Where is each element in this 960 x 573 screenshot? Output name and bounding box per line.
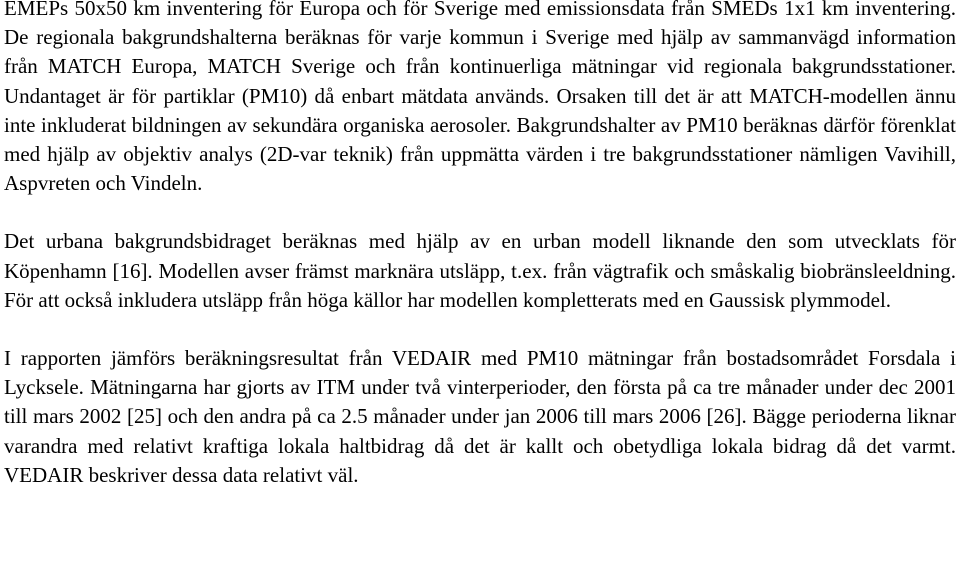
paragraph-spacer [4, 198, 956, 227]
paragraph-report-comparison: I rapporten jämförs beräkningsresultat från VEDAIR med PM10 mätningar från bostadsområdet Forsdala i Lycksele. Mätningarna har gjorts av ITM under två vinterperioder, den första på ca tre månader under dec 2001 till mars 2002 [25] och den andra på ca 2.5 månader under jan 2006 till mars 2006 [26]. Bägge perioderna liknar varandra med relativt kraftiga lokala haltbidrag då det är kallt och obetydliga lokala bidrag då det varmt. VEDAIR beskriver dessa data relativt väl. [4, 346, 956, 487]
paragraph-background-concentrations: EMEPs 50x50 km inventering för Europa och för Sverige med emissionsdata från SMEDs 1x1 km inventering. De regionala bakgrundshalterna beräknas för varje kommun i Sverige med hjälp av sammanvägd information från MATCH Europa, MATCH Sverige och från kontinuerliga mätningar vid regionala bakgrundsstationer. Undantaget är för partiklar (PM10) då enbart mätdata används. Orsaken till det är att MATCH-modellen ännu inte inkluderat bildningen av sekundära organiska aerosoler. Bakgrundshalter av PM10 beräknas därför förenklat med hjälp av objektiv analys (2D-var teknik) från uppmätta värden i tre bakgrundsstationer nämligen Vavihill, Aspvreten och Vindeln. [4, 0, 956, 196]
paragraph-spacer [4, 315, 956, 344]
paragraph-urban-contribution: Det urbana bakgrundsbidraget beräknas med hjälp av en urban modell liknande den som utvecklats för Köpenhamn [16]. Modellen avser främst marknära utsläpp, t.ex. från vägtrafik och småskalig biobränsleeldning. För att också inkludera utsläpp från höga källor har modellen kompletterats med en Gaussisk plymmodel. [4, 229, 956, 312]
document-page [4, 0, 956, 490]
